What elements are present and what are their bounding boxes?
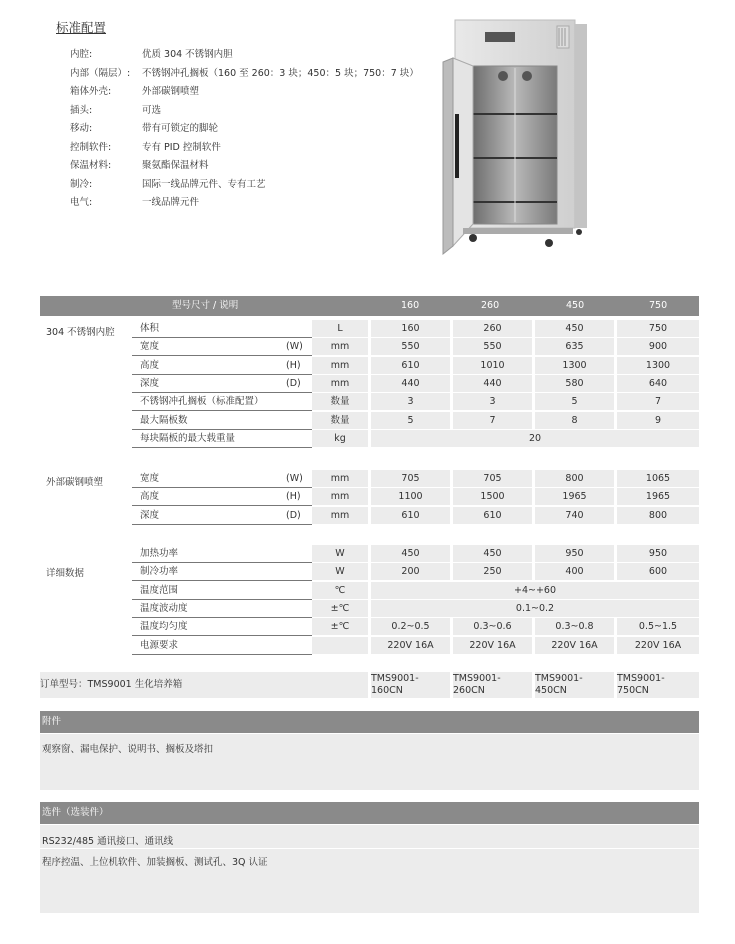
row-value: 3 <box>407 396 414 408</box>
table-row <box>40 393 699 411</box>
table-row <box>40 582 699 600</box>
row-value: 7 <box>489 414 496 426</box>
header-model-260: 260 <box>481 300 500 311</box>
standard-config-label: 电气: <box>70 197 93 208</box>
row-value: 1300 <box>562 359 587 371</box>
row-axis: (W) <box>286 473 303 484</box>
standard-config-label: 控制软件: <box>70 141 112 153</box>
row-value: 200 <box>401 566 420 578</box>
order-model-750: TMS9001- 750CN <box>617 673 665 696</box>
row-name: 每块隔板的最大载重量 <box>140 432 236 444</box>
table-row <box>40 545 699 563</box>
row-value: 610 <box>483 509 502 521</box>
row-value: 1010 <box>480 359 505 371</box>
row-value: 950 <box>648 548 668 559</box>
row-value: 0.5~1.5 <box>638 621 678 633</box>
row-value: 1500 <box>480 491 505 503</box>
order-model-160: TMS9001- 160CN <box>371 673 419 696</box>
row-value: 705 <box>401 473 420 484</box>
row-name: 深度 <box>140 509 160 521</box>
header-title: 型号尺寸 / 说明 <box>172 300 239 311</box>
row-value: 900 <box>648 341 668 353</box>
row-value: 3 <box>489 396 496 408</box>
row-value: 800 <box>565 473 584 484</box>
row-unit: mm <box>330 341 350 353</box>
standard-config-value: 带有可锁定的脚轮 <box>142 123 219 134</box>
table-row <box>40 357 699 375</box>
table-row <box>40 600 699 618</box>
row-value-merged: 20 <box>528 432 542 444</box>
standard-config-label: 内部（隔层）: <box>70 67 131 79</box>
row-unit: kg <box>334 432 346 444</box>
standard-config-value: 一线品牌元件 <box>142 197 200 208</box>
row-name: 温度均匀度 <box>140 621 188 633</box>
row-name: 电源要求 <box>140 639 179 651</box>
row-value: 160 <box>401 323 420 334</box>
row-value: 600 <box>648 566 668 578</box>
row-value: 1300 <box>645 359 671 371</box>
row-name: 高度 <box>140 491 160 503</box>
row-name: 高度 <box>140 359 160 371</box>
row-value: 260 <box>483 323 502 334</box>
row-value: 220V 16A <box>387 639 434 651</box>
options-line-2: 程序控温、上位机软件、加装搁板、测试孔、3Q 认证 <box>42 857 268 868</box>
row-axis: (W) <box>286 341 303 353</box>
row-value: 220V 16A <box>634 639 682 651</box>
row-unit: mm <box>330 473 350 484</box>
standard-config-value: 外部碳钢喷塑 <box>142 86 200 97</box>
row-value: 635 <box>565 341 584 353</box>
row-value: 610 <box>401 359 420 371</box>
row-value: 5 <box>571 396 578 408</box>
accessories-section <box>40 711 699 791</box>
order-row <box>40 672 699 698</box>
standard-config-value: 可选 <box>142 104 162 116</box>
row-unit: mm <box>330 359 350 371</box>
standard-config-value: 不锈钢冲孔搁板（160 至 260：3 块；450：5 块；750：7 块） <box>142 67 419 79</box>
row-value: 640 <box>648 377 668 389</box>
row-value: 9 <box>654 414 662 426</box>
row-value: 0.2~0.5 <box>391 621 430 633</box>
row-unit: mm <box>330 509 350 521</box>
row-value: 1965 <box>645 491 671 503</box>
table-row <box>40 618 699 636</box>
row-unit <box>312 637 368 654</box>
row-unit: mm <box>330 377 350 389</box>
spec-table-header <box>40 296 699 316</box>
options-section <box>40 802 699 913</box>
row-value: 0.3~0.6 <box>473 621 512 633</box>
row-value: 440 <box>401 377 420 389</box>
row-value: 950 <box>565 548 584 559</box>
standard-config-value: 专有 PID 控制软件 <box>142 141 221 153</box>
table-row <box>40 488 699 506</box>
group-label: 详细数据 <box>46 568 85 579</box>
row-unit: mm <box>330 491 350 503</box>
incubator-image <box>415 18 705 274</box>
row-name: 深度 <box>140 377 160 389</box>
group-label: 外部碳钢喷塑 <box>46 477 104 488</box>
row-name: 体积 <box>140 323 160 334</box>
row-value: 750 <box>648 323 668 334</box>
accessories-text: 观察窗、漏电保护、说明书、搁板及塔扣 <box>42 744 214 755</box>
row-value: 400 <box>565 566 584 578</box>
row-unit: ±℃ <box>330 602 350 614</box>
standard-config-value: 国际一线品牌元件、专有工艺 <box>142 178 266 190</box>
row-name: 宽度 <box>140 341 160 353</box>
standard-config-label: 内腔: <box>70 49 93 60</box>
order-model-260: TMS9001- 260CN <box>453 673 501 696</box>
row-value: 450 <box>401 548 420 559</box>
row-unit: 数量 <box>330 396 350 408</box>
table-row <box>40 563 699 581</box>
row-name: 最大隔板数 <box>140 414 188 426</box>
options-title: 选件（选装件） <box>40 802 699 824</box>
standard-config-label: 箱体外壳: <box>70 86 112 97</box>
row-value: 1100 <box>398 491 423 503</box>
row-unit: L <box>337 323 343 334</box>
order-model-450: TMS9001- 450CN <box>535 673 583 696</box>
row-value: 450 <box>565 323 584 334</box>
row-unit: ±℃ <box>330 621 350 633</box>
row-value: 250 <box>483 566 502 578</box>
row-value: 705 <box>483 473 502 484</box>
row-value: 8 <box>571 414 578 426</box>
row-value: 440 <box>483 377 502 389</box>
row-name: 温度范围 <box>140 584 179 596</box>
row-axis: (D) <box>286 509 301 521</box>
row-value-merged: 0.1~0.2 <box>515 602 555 614</box>
standard-config-label: 插头: <box>70 104 93 116</box>
row-name: 制冷功率 <box>140 566 179 578</box>
row-value: 800 <box>648 509 668 521</box>
standard-config-value: 优质 304 不锈钢内胆 <box>142 49 233 60</box>
table-row <box>40 375 699 393</box>
row-unit: ℃ <box>334 584 346 596</box>
row-axis: (D) <box>286 377 301 389</box>
row-value: 550 <box>401 341 420 353</box>
options-line-1: RS232/485 通讯接口、通讯线 <box>42 836 174 847</box>
row-value: 550 <box>483 341 502 353</box>
standard-config-title: 标准配置 <box>56 20 107 35</box>
row-value: 7 <box>654 396 662 408</box>
row-name: 加热功率 <box>140 548 179 559</box>
table-row <box>40 470 699 488</box>
row-unit: W <box>335 566 345 578</box>
table-row <box>40 412 699 430</box>
row-value: 1965 <box>562 491 587 503</box>
accessories-title: 附件 <box>40 711 699 733</box>
row-value: 0.3~0.8 <box>555 621 594 633</box>
table-row <box>40 430 699 448</box>
order-label: 订单型号：TMS9001 生化培养箱 <box>40 679 183 690</box>
row-value: 610 <box>401 509 420 521</box>
row-value: 580 <box>565 377 584 389</box>
standard-config-label: 移动: <box>70 123 93 134</box>
row-value: 220V 16A <box>469 639 516 651</box>
standard-config-label: 制冷: <box>70 178 93 190</box>
row-name: 温度波动度 <box>140 602 188 614</box>
header-model-750: 750 <box>649 300 668 311</box>
row-value: 740 <box>565 509 584 521</box>
table-row <box>40 637 699 655</box>
row-value: 5 <box>407 414 414 426</box>
standard-config-value: 聚氨酯保温材料 <box>142 160 209 171</box>
row-value: 1065 <box>645 473 671 484</box>
header-model-160: 160 <box>401 300 420 311</box>
row-value: 220V 16A <box>551 639 598 651</box>
header-model-450: 450 <box>566 300 585 311</box>
table-row <box>40 507 699 525</box>
row-axis: (H) <box>286 359 301 371</box>
row-value: 450 <box>483 548 502 559</box>
row-unit: 数量 <box>330 414 350 426</box>
row-axis: (H) <box>286 491 301 503</box>
row-unit: W <box>335 548 345 559</box>
row-name: 宽度 <box>140 473 160 484</box>
standard-config-label: 保温材料: <box>70 160 112 171</box>
table-row <box>40 338 699 356</box>
group-label: 304 不锈钢内腔 <box>46 327 115 338</box>
row-name: 不锈钢冲孔搁板（标准配置） <box>140 396 264 408</box>
row-value-merged: +4~+60 <box>513 584 556 596</box>
table-row <box>40 320 699 338</box>
